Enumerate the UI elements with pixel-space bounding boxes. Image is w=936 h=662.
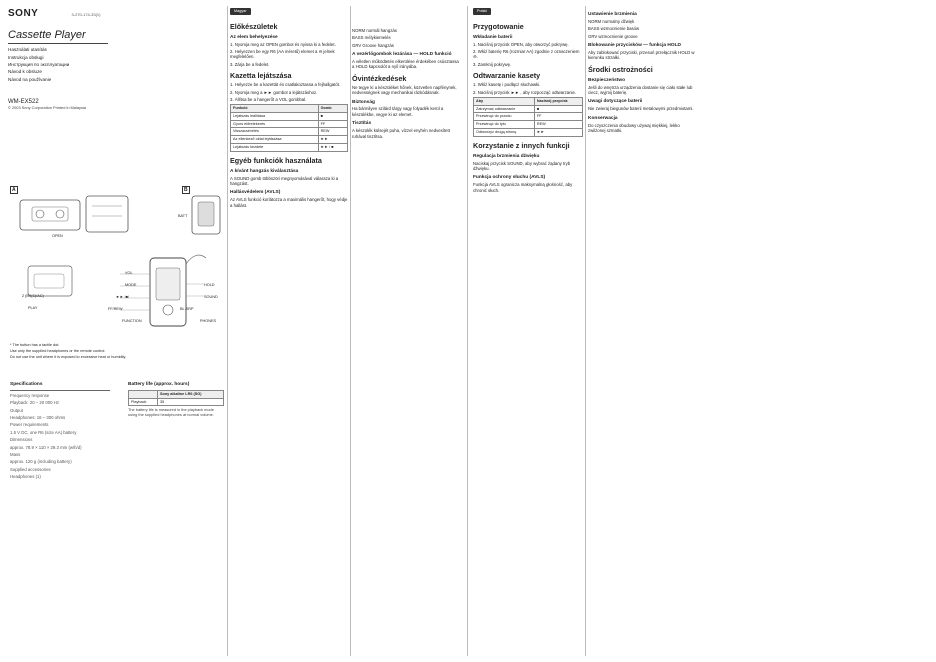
sound-mode: BASS wzmocnienie basów [588,26,640,32]
column-divider [467,6,468,656]
step: 2. Nyomja meg a ►► gombot a lejátszáshoz. [230,89,318,95]
step: 2. Helyezzen be egy R6 (AA méretű) elemet a ⊖ jelnek megfelelően. [230,49,335,60]
table-row: Lejátszás leállítása ■ [231,112,348,120]
sub-heading: Uwagi dotyczące baterii [588,99,643,105]
step: 1. Helyezze be a kazettát és csatlakoztassa a fejhallgatót. [230,82,341,88]
polish-column [473,8,583,195]
section-heading: Előkészületek [230,21,278,31]
callout-play: PLAY [28,306,38,310]
function-table: Aby Naciśnij przycisk Zatrzymać odtwarzanie ■ Przewinąć do przodu FF Przewinąć do tyłu REW Odtworzyć drugą stronę ►► [473,97,583,137]
note-line: * The button has a tactile dot. [10,343,60,347]
note-line: Do not use the unit where it is exposed to excessive heat or humidity. [10,355,127,360]
cassette-illustration [14,192,134,238]
sub-heading: Az elem behelyezése [230,34,278,40]
table-row: Przewinąć do przodu FF [474,113,583,121]
section-heading: Odtwarzanie kasety [473,71,541,81]
step: 1. Nyomja meg az OPEN gombot és nyissa ki a fedelet. [230,41,336,47]
table-row: Odtworzyć drugą stronę ►► [474,128,583,136]
section-heading: Środki ostrożności [588,64,653,74]
spec-line: Frequency response [10,392,50,398]
spec-line: Headphones: 16 – 300 ohms [10,415,66,421]
hungarian-column [230,8,348,210]
sub-heading: Regulacja brzmienia dźwięku [473,153,540,159]
figure-label-a: A [12,187,16,193]
figure-notes [10,342,220,360]
paragraph: Az AVLS funkció korlátozza a maximális hangerőt, hogy védje a hallást. [230,197,348,208]
callout-hold: HOLD [204,283,215,287]
step: 3. Zamknij pokrywę. [473,61,512,67]
spec-line: Headphones (1) [10,473,41,479]
spec-title: Specifications [10,382,43,387]
paragraph: Ne tegye ki a készüléket hőnek, közvetlen napfénynek, nedvességnek vagy mechanikai rázkódásnak. [352,84,457,96]
hungarian-column-2 [352,8,462,141]
product-title: Cassette Player [8,29,108,45]
section-heading: Óvintézkedések [352,73,407,83]
sound-mode-list [588,19,698,39]
function-table: Funkció Gomb Lejátszás leállítása ■ Gyors előretekerés FF Visszacsévélés REW Az ellenkező oldal lejátszása ►► Lejátszás kezdete ►► / ■ [230,104,348,151]
spec-line: Mass [10,451,21,457]
note-line: Use only the supplied headphones or the remote control. [10,349,106,354]
paragraph: Aby zablokować przyciski, przesuń przełącznik HOLD w kierunku strzałki. [588,50,695,61]
sub-heading: A vezérlőgombok lezárása — HOLD funkció [352,52,452,58]
spec-line: approx. 120 g (including battery) [10,459,72,465]
callout-sound: SOUND [204,295,218,299]
battery-life [128,378,224,420]
paragraph: A SOUND gomb többszöri megnyomásával válassza ki a hangzást. [230,175,339,186]
section-heading: Korzystanie z innych funkcji [473,140,570,150]
section-heading: Przygotowanie [473,21,524,31]
sub-heading: Konserwacja [588,115,618,121]
callout-vol: VOL [125,271,133,275]
brand-logo: SONY [8,8,39,19]
paragraph: Funkcja AVLS ogranicza maksymalną głośność, aby chronić słuch. [473,182,573,193]
spec-line: Power requirements [10,422,49,428]
battery-life-title: Battery life (approx. hours) [128,382,190,387]
spec-line: 1.5 V DC, one R6 (size AA) battery [10,429,77,435]
paragraph: A készülék külsejét puha, vízzel enyhén nedvesített ruhával tisztítsa. [352,128,450,139]
model-number: WM-EX522 [8,98,39,105]
callout-open: OPEN [52,234,63,238]
sub-heading: Blokowanie przycisków — funkcja HOLD [588,43,682,49]
copyright: © 2003 Sony Corporation Printed in Malaysia [8,105,86,111]
table-row: Visszacsévélés REW [231,128,348,136]
table-row: Az ellenkező oldal lejátszása ►► [231,136,348,144]
battery-life-note: The battery life is measured in the playback mode using the supplied headphones at normal volume. [128,407,214,418]
paragraph: Jeśli do wnętrza urządzenia dostanie się ciało stałe lub ciecz, wyjmij baterię. [588,84,693,96]
callout-blsrp: BL.SRP [180,307,194,311]
step: 3. Állítsa be a hangerőt a VOL gombbal. [230,96,307,102]
spec-line: Playback: 20 – 20 000 Hz [10,400,59,406]
callout-batt: BATT [178,214,188,218]
column-divider [350,6,351,656]
table-row: Gyors előretekerés FF [231,120,348,128]
sound-mode: GRV Groove hangzás [352,42,394,48]
callout-play-stop: ►► /■/ [116,295,129,299]
sound-mode: NORM normál hangzás [352,28,397,33]
step: 1. Włóż kasetę i podłącz słuchawki. [473,82,541,88]
paragraph: Naciskaj przycisk SOUND, aby wybrać żądany tryb dźwięku. [473,160,571,171]
sub-heading: Tisztítás [352,121,372,127]
sub-heading: Wkładanie baterii [473,34,513,40]
callout-mode: MODE [125,283,137,287]
sound-mode: GRV wzmocnienie groove [588,33,638,39]
sound-mode: NORM normalny dźwięk [588,18,635,24]
spec-line: Output [10,407,23,413]
step: 1. Naciśnij przycisk OPEN, aby otworzyć pokrywę. [473,41,569,47]
sub-heading: Hallásvédelem (AVLS) [230,190,281,196]
column-divider [227,6,228,656]
step: 3. Zárja be a fedelet. [230,61,270,67]
table-row: Lejátszás kezdete ►► / ■ [231,143,348,151]
spec-line: Dimensions [10,437,33,443]
column-divider [585,6,586,656]
battery-life-table: Sony alkaline LR6 (SG) Playback 35 [128,390,224,406]
table-row: Przewinąć do tyłu REW [474,121,583,129]
document-code: 3-270-174-33(1) [71,12,101,17]
player-illustration [20,244,220,336]
table-row: Playback 35 [129,398,224,406]
cover-column [8,8,226,111]
battery-compartment-illustration [188,192,224,238]
callout-phones: PHONES [200,319,217,323]
figure-label-b: B [184,187,188,193]
sound-mode-list [352,28,462,48]
sub-heading: Biztonság [352,99,375,105]
step: 2. Naciśnij przycisk ►► , aby rozpocząć odtwarzanie. [473,89,577,95]
section-heading: Egyéb funkciók használata [230,155,322,165]
step: 2. Włóż baterię R6 (rozmiar AA) zgodnie z oznaczeniem ⊖. [473,49,580,60]
spec-line: Supplied accessories [10,466,51,472]
sub-heading: Ustawienie brzmienia [588,12,637,17]
polish-column-2 [588,8,698,136]
language-item: Návod k obsluze [8,69,42,75]
language-item: Návod na používanie [8,76,52,82]
language-item: Инструкция по эксплуатации [8,61,70,67]
language-item: Használati utasítás [8,47,47,53]
paragraph: Do czyszczenia obudowy używaj miękkiej, lekko zwilżonej szmatki. [588,122,680,134]
spec-line: approx. 78.9 × 110 × 29.3 mm (w/h/d) [10,444,82,450]
specifications [10,378,110,481]
language-item: Instrukcja obsługi [8,54,44,60]
language-tab: Polski [473,8,491,15]
sub-heading: A kívánt hangzás kiválasztása [230,168,299,174]
callout-battery-type: 2 (B5(S)/AC) [22,294,44,298]
section-heading: Kazetta lejátszása [230,71,292,81]
callout-function: FUNCTION [122,319,142,323]
sub-heading: Funkcja ochrony słuchu (AVLS) [473,175,546,181]
paragraph: Nie zwieraj biegunów baterii metalowymi przedmiotami. [588,106,694,112]
sound-mode: BASS mélykiemelés [352,35,391,41]
language-list [8,46,226,83]
paragraph: A véletlen működtetés elkerülése érdekében csúsztassa a HOLD kapcsolót a nyíl irányába. [352,59,459,70]
callout-ff-rew: FF/REW [108,307,123,311]
table-row: Zatrzymać odtwarzanie ■ [474,105,583,113]
paragraph: Ha bármilyen szilárd tárgy vagy folyadék kerül a készülékbe, vegye ki az elemet. [352,106,444,117]
language-tab: Magyar [230,8,251,15]
sub-heading: Bezpieczeństwo [588,77,626,83]
